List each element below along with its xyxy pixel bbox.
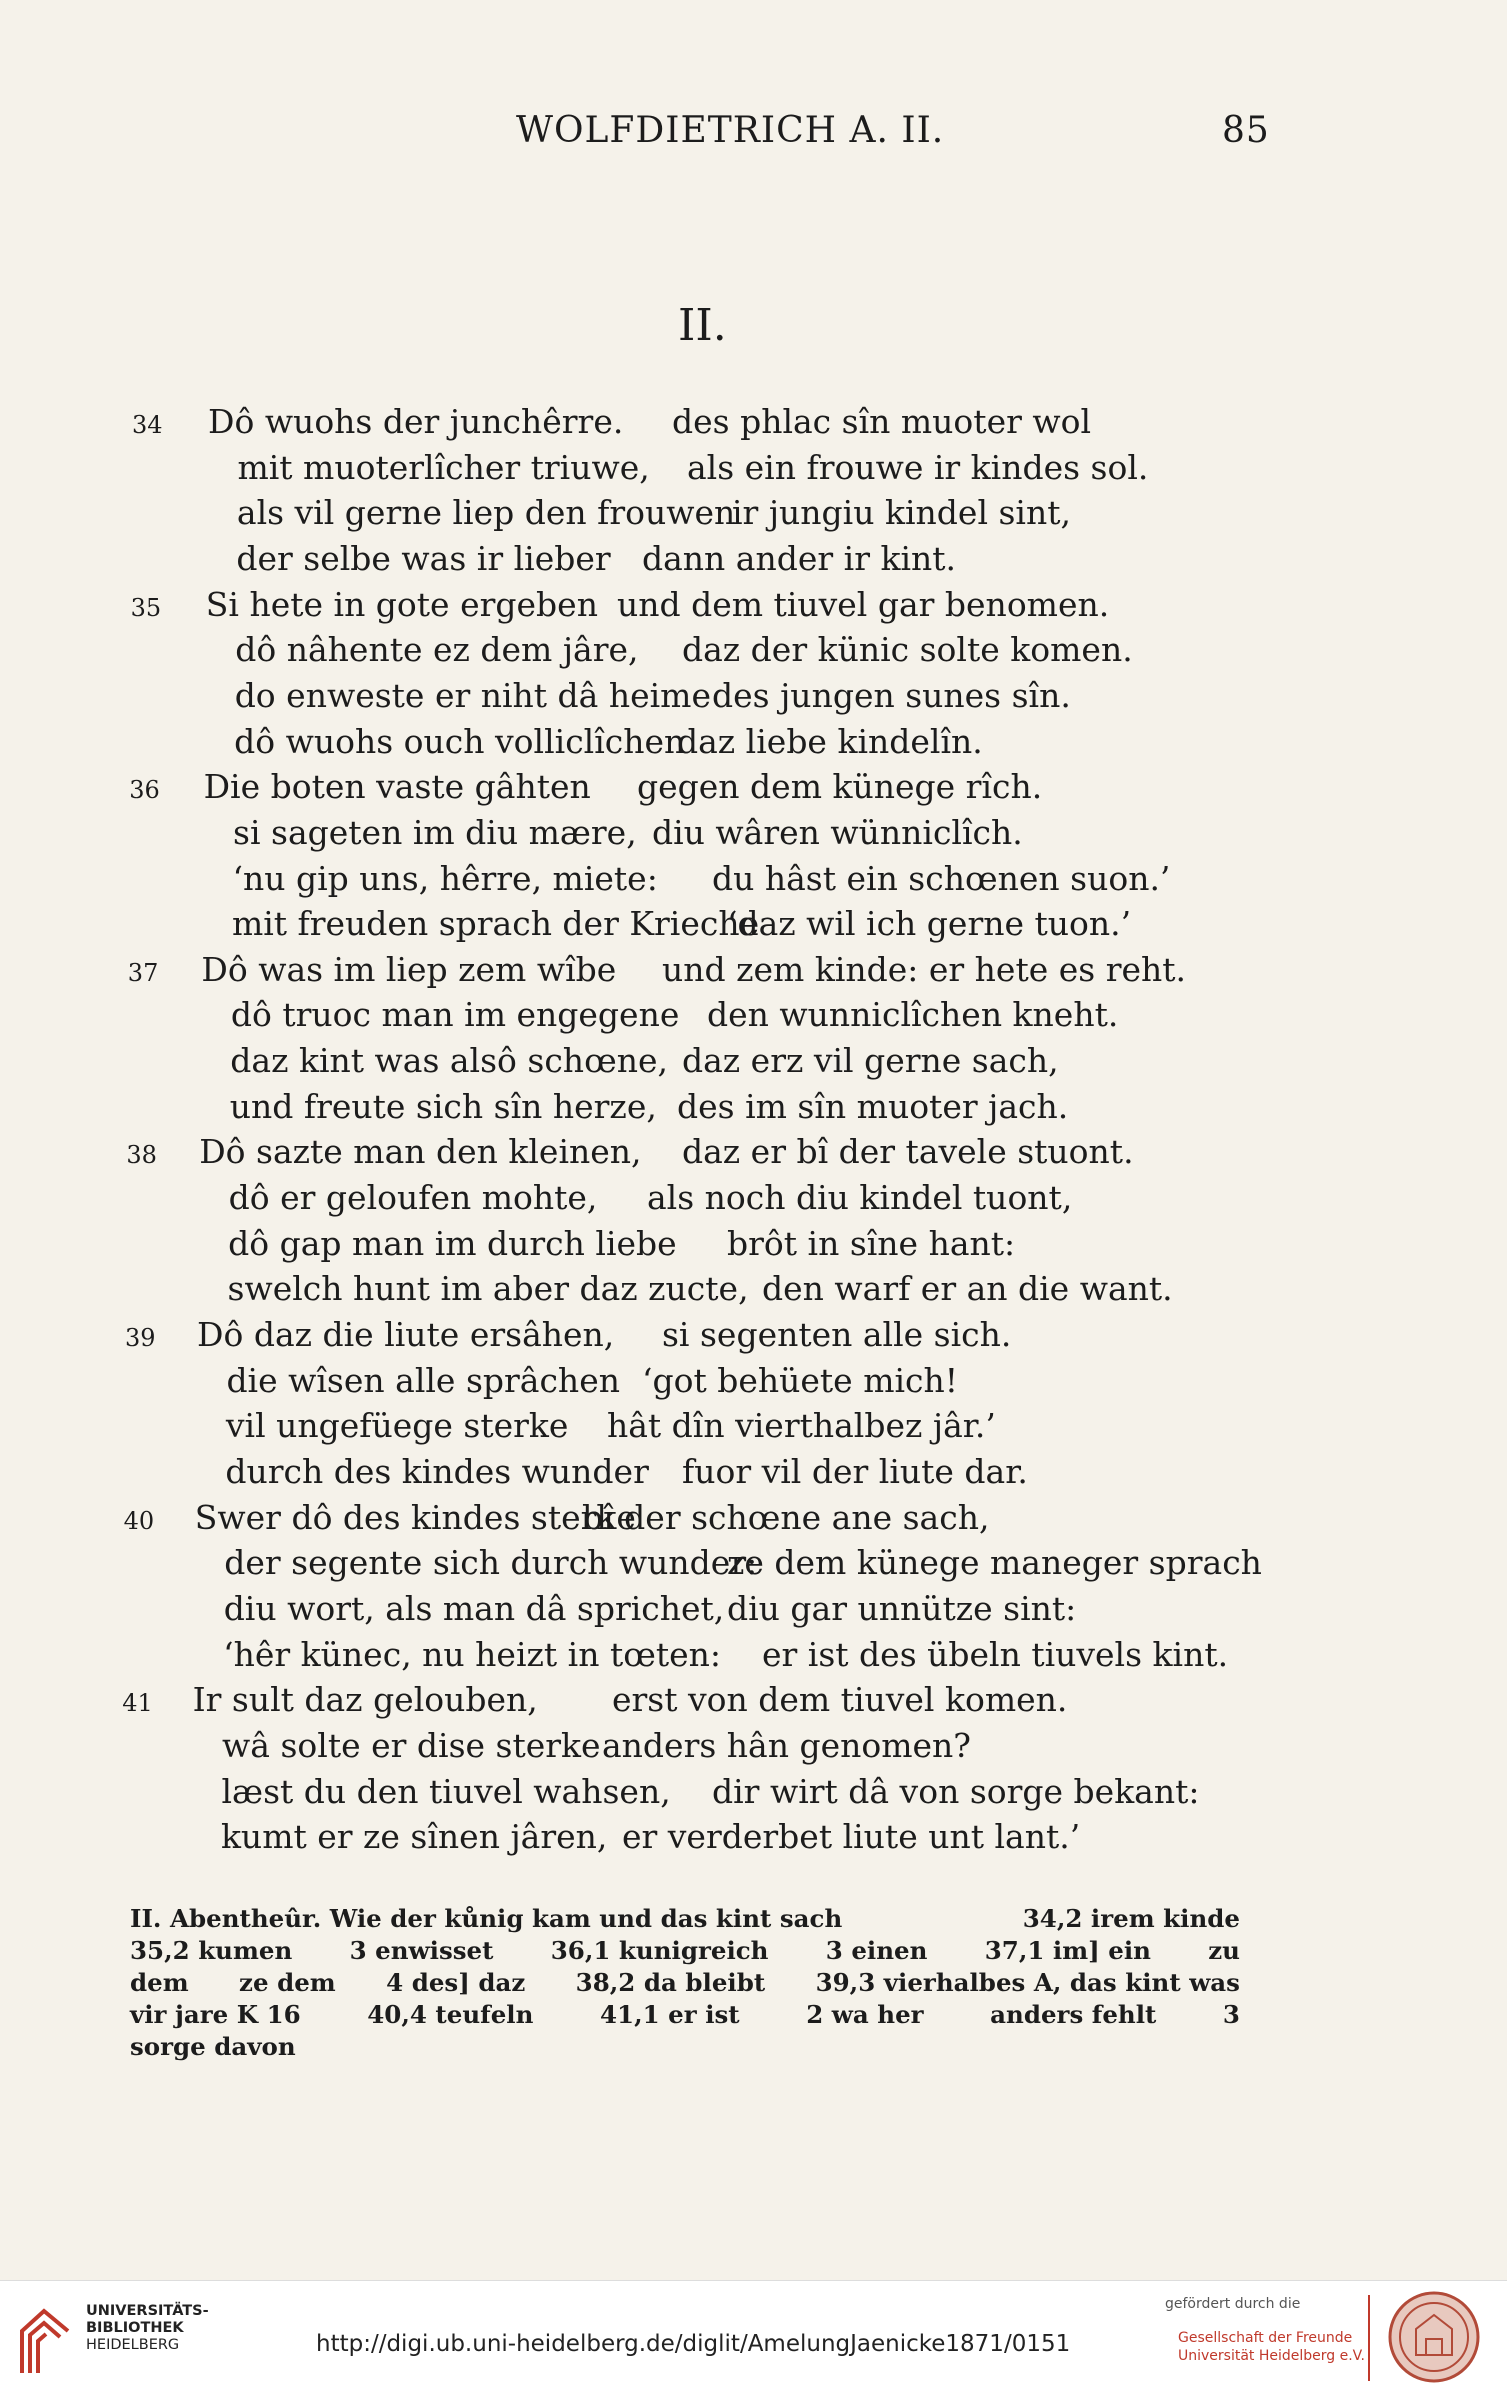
verse-half-line-b: und dem tiuvel gar benomen. <box>617 584 1110 624</box>
apparatus-entry: 40,4 teufeln <box>367 2000 534 2029</box>
strophe-number: 38 <box>126 1141 157 1170</box>
verse-half-line-b: diu wâren wünniclîch. <box>652 812 1023 852</box>
verse-half-line-a: die wîsen alle sprâchen <box>226 1360 620 1400</box>
apparatus-entry: 36,1 kunigreich <box>550 1936 769 1965</box>
verse-half-line-a: kumt er ze sînen jâren, <box>220 1817 608 1857</box>
verse-half-line-a: Dô sazte man den kleinen, <box>199 1132 642 1172</box>
verse-half-line-a: Die boten vaste gâhten <box>203 767 591 807</box>
verse-half-line-a: ‘hêr künec, nu heizt in tœten: <box>223 1634 721 1674</box>
verse-half-line-b: als noch diu kindel tuont, <box>647 1178 1073 1218</box>
verse-half-line-b: daz erz vil gerne sach, <box>682 1041 1059 1081</box>
apparatus-entry: 3 <box>1222 2000 1240 2029</box>
apparatus-entry: 35,2 kumen <box>130 1936 293 1965</box>
apparatus-entry: 39,3 vierhalbes A, das kint was <box>815 1968 1240 1997</box>
verse-half-line-a: si sageten im diu mære, <box>233 812 637 852</box>
verse-half-line-b: anders hân genomen? <box>602 1725 971 1765</box>
verse-half-line-a: der segente sich durch wunder: <box>224 1543 758 1583</box>
apparatus-entry: dem <box>130 1968 189 1997</box>
verse-half-line-a: diu wort, als man dâ sprichet, <box>223 1588 725 1628</box>
verse-half-line-b: diu gar unnütze sint: <box>727 1588 1077 1628</box>
verse-half-line-b: er verderbet liute unt lant.’ <box>622 1817 1081 1857</box>
verse-half-line-b: ‘daz wil ich gerne tuon.’ <box>727 904 1132 944</box>
verse-half-line-a: dô nâhente ez dem jâre, <box>235 630 639 670</box>
verse-half-line-a: dô gap man im durch liebe <box>228 1223 677 1263</box>
verse-half-line-b: ir jungiu kindel sint, <box>732 493 1071 533</box>
digitization-footer <box>0 2280 1507 2391</box>
verse-half-line-b: ‘got behüete mich! <box>642 1360 959 1400</box>
sponsor-label: gefördert durch die <box>1165 2296 1301 2312</box>
verse-half-line-a: dô truoc man im engegene <box>230 995 680 1035</box>
verse-half-line-b: ze dem künege maneger sprach <box>727 1543 1262 1583</box>
apparatus-entry: vir jare K 16 <box>130 2000 301 2029</box>
verse-half-line-b: den warf er an die want. <box>762 1269 1173 1309</box>
verse-half-line-b: daz der künic solte komen. <box>682 630 1133 670</box>
footer-divider <box>1368 2295 1370 2381</box>
strophe-number: 37 <box>127 958 159 987</box>
apparatus-entry: 3 enwisset <box>349 1936 494 1965</box>
apparatus-entry: 38,2 da bleibt <box>575 1968 766 1997</box>
verse-half-line-a: mit muoterlîcher triuwe, <box>237 447 650 487</box>
verse-half-line-b: dir wirt dâ von sorge bekant: <box>712 1771 1200 1811</box>
verse-half-line-a: dô er geloufen mohte, <box>228 1178 598 1218</box>
verse-half-line-a: Dô wuohs der junchêrre. <box>208 402 624 441</box>
verse-half-line-b: des phlac sîn muoter wol <box>672 402 1092 441</box>
university-seal-icon <box>1386 2289 1482 2385</box>
apparatus-entry: sorge davon <box>130 2032 296 2061</box>
verse-half-line-a: dô wuohs ouch volliclîchen <box>234 721 686 761</box>
strophe-number: 41 <box>122 1689 153 1718</box>
verse-half-line-a: læst du den tiuvel wahsen, <box>221 1771 671 1811</box>
verse-half-line-b: si segenten alle sich. <box>662 1315 1012 1354</box>
verse-half-line-b: des jungen sunes sîn. <box>712 675 1071 715</box>
verse-half-line-b: brôt in sîne hant: <box>727 1223 1016 1263</box>
verse-half-line-b: des im sîn muoter jach. <box>677 1086 1069 1126</box>
verse-half-line-b: er ist des übeln tiuvels kint. <box>762 1634 1229 1674</box>
verse-half-line-a: Dô was im liep zem wîbe <box>201 949 617 989</box>
verse-half-line-b: den wunniclîchen kneht. <box>707 995 1119 1035</box>
verse-half-line-b: dann ander ir kint. <box>642 538 957 578</box>
apparatus-line <box>130 1903 1240 1935</box>
verse-half-line-a: und freute sich sîn herze, <box>229 1086 657 1126</box>
verse-half-line-b: daz liebe kindelîn. <box>677 721 983 761</box>
running-title: WOLFDIETRICH A. II. <box>516 110 945 151</box>
apparatus-entry: 41,1 er ist <box>599 2000 740 2029</box>
verse-half-line-b: du hâst ein schœnen suon.’ <box>712 858 1171 898</box>
verse-half-line-a: wâ solte er dise sterke <box>222 1725 601 1765</box>
library-logo-icon <box>14 2301 76 2379</box>
apparatus-entry: 2 wa her <box>806 2000 924 2029</box>
apparatus-entry: 3 einen <box>825 1936 928 1965</box>
verse-half-line-a: Swer dô des kindes sterke <box>194 1497 636 1537</box>
library-name: UNIVERSITÄTS- BIBLIOTHEK HEIDELBERG <box>86 2303 209 2353</box>
strophe-number: 39 <box>125 1324 156 1352</box>
verse-half-line-b: als ein frouwe ir kindes sol. <box>687 447 1149 487</box>
apparatus-entry: ze dem <box>239 1968 336 1997</box>
apparatus-entry: 37,1 im] ein <box>984 1936 1151 1965</box>
verse-half-line-b: fuor vil der liute dar. <box>682 1451 1028 1491</box>
verse-half-line-a: daz kint was alsô schœne, <box>230 1041 668 1081</box>
apparatus-entry: anders fehlt <box>990 2000 1157 2029</box>
section-numeral: II. <box>678 300 727 351</box>
apparatus-entry: 34,2 irem kinde <box>1022 1904 1240 1933</box>
verse-half-line-a: Si hete in gote ergeben <box>205 584 598 624</box>
apparatus-line <box>130 1935 1240 1967</box>
apparatus-line <box>130 2031 1240 2063</box>
verse-half-line-b: bî der schœne ane sach, <box>582 1497 990 1537</box>
verse-half-line-a: als vil gerne liep den frouwen <box>236 493 736 533</box>
permalink-url[interactable]: http://digi.ub.uni-heidelberg.de/diglit/AmelungJaenicke1871/0151 <box>316 2331 1071 2357</box>
verse-half-line-b: gegen dem künege rîch. <box>637 767 1043 807</box>
verse-half-line-a: ‘nu gip uns, hêrre, miete: <box>232 858 658 898</box>
verse-half-line-b: und zem kinde: er hete es reht. <box>662 949 1187 989</box>
verse-half-line-a: durch des kindes wunder <box>225 1451 649 1491</box>
apparatus-line <box>130 1967 1240 1999</box>
apparatus-entry: 4 des] daz <box>386 1968 526 1997</box>
critical-apparatus <box>130 1903 1240 2063</box>
apparatus-entry: zu <box>1208 1936 1240 1965</box>
sponsor-name: Gesellschaft der Freunde Universität Heidelberg e.V. <box>1178 2330 1365 2364</box>
page-number: 85 <box>1222 110 1270 151</box>
strophe-number: 36 <box>129 776 160 805</box>
verse-half-line-b: daz er bî der tavele stuont. <box>682 1132 1134 1172</box>
verse-half-line-a: swelch hunt im aber daz zucte, <box>227 1269 749 1309</box>
verse-half-line-a: mit freuden sprach der Krieche <box>231 904 760 944</box>
verse-half-line-b: hât dîn vierthalbez jâr.’ <box>607 1406 996 1446</box>
strophe-number: 40 <box>123 1506 155 1535</box>
apparatus-entry: II. Abentheûr. Wie der kůnig kam und das kint sach <box>130 1904 843 1933</box>
verse-half-line-a: do enweste er niht dâ heime <box>234 675 711 715</box>
apparatus-line <box>130 1999 1240 2031</box>
verse-half-line-a: Ir sult daz gelouben, <box>192 1680 538 1720</box>
verse-half-line-a: vil ungefüege sterke <box>225 1406 569 1446</box>
verse-half-line-b: erst von dem tiuvel komen. <box>612 1680 1068 1720</box>
verse-half-line-a: Dô daz die liute ersâhen, <box>197 1315 615 1354</box>
strophe-number: 35 <box>130 593 162 622</box>
verse-half-line-a: der selbe was ir lieber <box>236 538 611 578</box>
strophe-number: 34 <box>132 411 163 439</box>
